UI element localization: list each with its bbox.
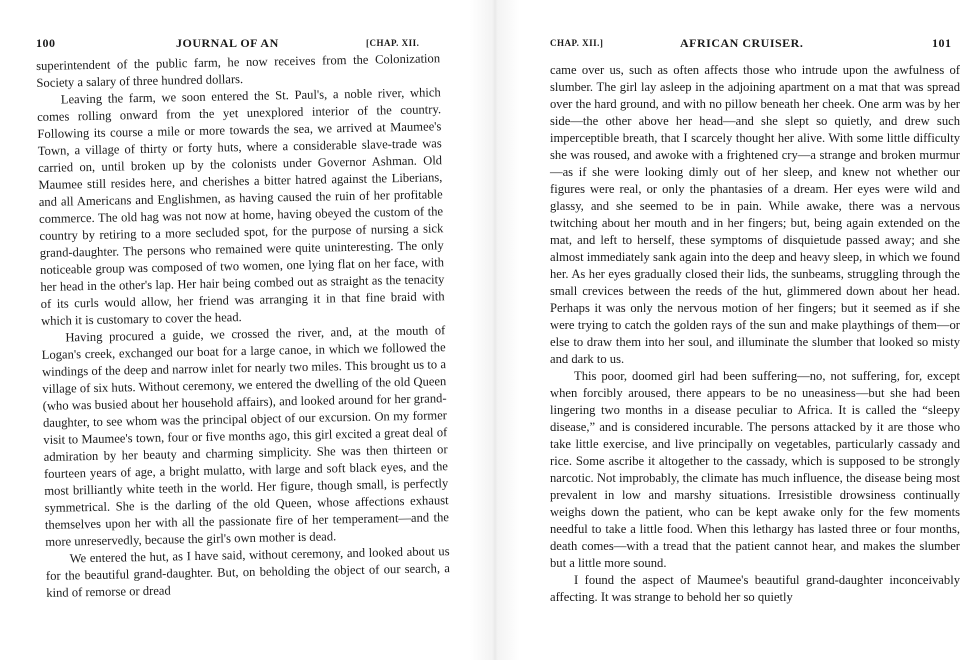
left-page-body	[36, 50, 450, 602]
chapter-label: [CHAP. XII.	[366, 38, 420, 48]
right-page-body	[550, 62, 960, 606]
right-page-header	[550, 36, 960, 54]
running-head: JOURNAL OF AN	[176, 36, 279, 50]
paragraph: Having procured a guide, we crossed the river, and, at the mouth of Logan's creek, exchanged our boat for a large canoe, in which we followed the windings of the deep and narrow inlet for nearly two miles. This brought us to a village of six huts. Without ceremony, we entered the dwelling of the old Queen (who was busied about her household affairs), and looked around for her grand-daughter, to see whom was the principal object of our excursion. On my former visit to Maumee's town, four or five months ago, this girl excited a great deal of admiration by her beauty and charming simplicity. She was then thirteen or fourteen years of age, a bright mulatto, with large and soft black eyes, and the most brilliantly white teeth in the world. Her figure, though small, is perfectly symmetrical. She is the darling of the old Queen, whose affections exhaust themselves upon her with all the passionate fire of her temperament—and the more unreservedly, because the girl's own mother is dead.	[41, 323, 450, 549]
paragraph: Leaving the farm, we soon entered the St. Paul's, a noble river, which comes rolling onward from the yet unexplored interior of the country. Following its course a mile or more towards the sea, we arrived at Maumee's Town, a village of thirty or forty huts, where a considerable slave-trade was carried on, until broken up by the colonists under Governor Ashman. Old Maumee still resides here, and cherishes a bitter hatred against the Liberians, and all Americans and Englishmen, as having caused the ruin of her profitable commerce. The old hag was not now at home, having obeyed the custom of the country by retiring to a more secluded spot, for the purpose of nursing a sick grand-daughter. The persons who remained were quite uninteresting. The only noticeable group was composed of two women, one lying flat on her face, with her head in the other's lap. Her hair being combed out as straight as the tenacity of its curls would allow, her friend was arranging it in that fine braid with which it is customary to cover the head.	[36, 85, 445, 328]
running-head: AFRICAN CRUISER.	[680, 36, 804, 50]
chapter-label: CHAP. XII.]	[550, 38, 604, 48]
paragraph: This poor, doomed girl had been suffering—no, not suffering, for, except when forcibly aroused, there appears to be no uneasiness—but she had been lingering two months in a disease peculiar to Africa. It is called the “sleepy disease,” and is considered incurable. The persons attacked by it are those who take little exercise, and live principally on vegetables, particularly cassady and rice. Some ascribe it altogether to the cassady, which is supposed to be strongly narcotic. Not improbably, the climate has much influence, the disease being most prevalent in low and marshy situations. Irresistible drowsiness continually weighs down the patient, who can be kept awake only for the few moments needful to take a little food. When this lethargy has lasted three or four months, death comes—with a tread that the patient cannot hear, and makes the slumber but a little more sound.	[550, 369, 960, 570]
right-page	[520, 0, 980, 660]
left-page	[0, 0, 470, 660]
page-number: 101	[932, 36, 952, 50]
paragraph: came over us, such as often affects those who intrude upon the awfulness of slumber. The girl lay asleep in the adjoining apartment on a mat that was spread over the hard ground, and with no pillow beneath her cheek. One arm was by her side—the other above her head—and she slept so quietly, and drew such imperceptible breath, that I scarcely thought her alive. With some little difficulty she was roused, and awoke with a frightened cry—a strange and broken murmur—as if she were looking dimly out of her sleep, and knew not whether our figures were real, or only the phantasies of a dream. Her eyes were wild and glassy, and she seemed to be in pain. While awake, there was a nervous twitching about her mouth and in her fingers; but, being again extended on the mat, and left to herself, these symptoms of disquietude passed away; and she almost immediately sank again into the deep and heavy sleep, in which we found her. As her eyes gradually closed their lids, the sunbeams, struggling through the small crevices between the reeds of the hut, glimmered down about her head. Perhaps it was only the nervous motion of her fingers; but it seemed as if she were trying to catch the golden rays of the sun and make playthings of them—or else to draw them into her soul, and illuminate the slumber that looked so misty and dark to us.	[550, 63, 960, 366]
paragraph: We entered the hut, as I have said, without ceremony, and looked about us for the beautiful grand-daughter. But, on beholding the object of our search, a kind of remorse or dread	[45, 544, 451, 600]
page-number: 100	[36, 36, 56, 50]
book-gutter	[470, 0, 520, 660]
paragraph: I found the aspect of Maumee's beautiful grand-daughter inconceivably affecting. It was strange to behold her so quietly	[550, 573, 960, 604]
paragraph: superintendent of the public farm, he now receives from the Colonization Society a salary of three hundred dollars.	[36, 51, 441, 90]
